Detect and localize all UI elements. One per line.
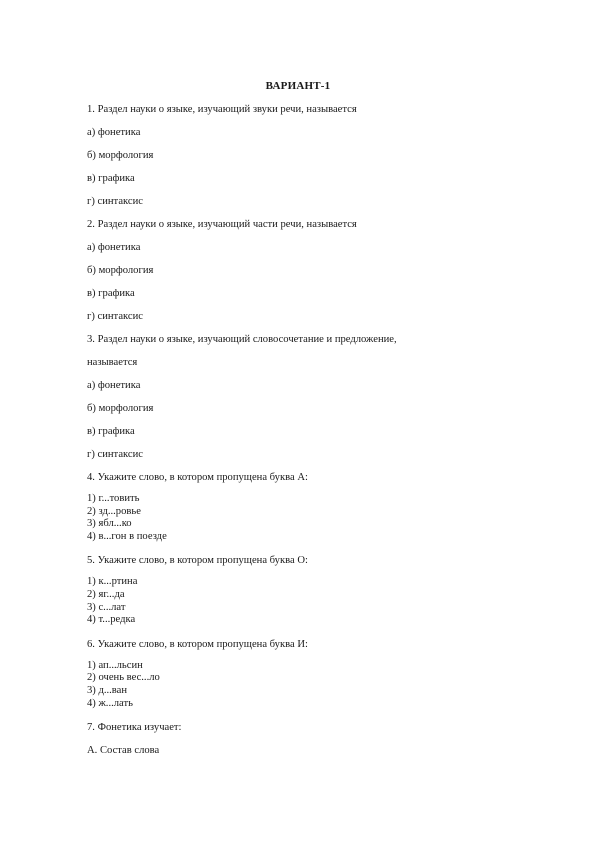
question-4-option-2: 2) зд...ровье xyxy=(87,505,141,517)
question-4-option-1: 1) г...товить xyxy=(87,493,140,504)
question-5-option-2: 2) яг...да xyxy=(87,588,125,600)
question-2-option-b: б) морфология xyxy=(87,265,154,276)
question-5-text: 5. Укажите слово, в котором пропущена буква О: xyxy=(87,555,308,567)
question-1-option-c: в) графика xyxy=(87,173,135,184)
question-7-text: 7. Фонетика изучает: xyxy=(87,722,182,734)
question-3-option-c: в) графика xyxy=(87,426,135,437)
question-2-option-d: г) синтаксис xyxy=(87,311,143,322)
question-2-option-a: а) фонетика xyxy=(87,242,141,253)
question-1-text: 1. Раздел науки о языке, изучающий звуки речи, называется xyxy=(87,104,357,115)
question-3-option-d: г) синтаксис xyxy=(87,449,143,460)
question-3-text-cont: называется xyxy=(87,357,138,368)
question-3-option-a: а) фонетика xyxy=(87,380,141,391)
question-1-option-a: а) фонетика xyxy=(87,127,141,138)
question-3-text: 3. Раздел науки о языке, изучающий словосочетание и предложение, xyxy=(87,334,397,345)
question-2-text: 2. Раздел науки о языке, изучающий части речи, называется xyxy=(87,219,357,230)
question-1-option-d: г) синтаксис xyxy=(87,196,143,207)
question-4-option-3: 3) ябл...ко xyxy=(87,518,132,530)
question-4-option-4: 4) в...гон в поезде xyxy=(87,530,167,542)
question-3-option-b: б) морфология xyxy=(87,403,154,414)
question-4-text: 4. Укажите слово, в котором пропущена буква А: xyxy=(87,472,308,483)
page-title: ВАРИАНТ-1 xyxy=(265,80,331,92)
question-2-option-c: в) графика xyxy=(87,288,135,299)
question-6-option-2: 2) очень вес...ло xyxy=(87,672,160,684)
question-5-option-4: 4) т...редка xyxy=(87,614,136,626)
question-5-option-3: 3) с...лат xyxy=(87,601,126,613)
question-6-option-3: 3) д...ван xyxy=(87,684,128,696)
question-7-option-a: А. Состав слова xyxy=(87,745,160,757)
question-6-option-4: 4) ж...лать xyxy=(87,697,133,709)
question-5-option-1: 1) к...ртина xyxy=(87,576,138,588)
question-1-option-b: б) морфология xyxy=(87,150,154,161)
question-list xyxy=(87,102,507,766)
question-6-option-1: 1) ап...льсин xyxy=(87,659,143,671)
question-6-text: 6. Укажите слово, в котором пропущена буква И: xyxy=(87,638,308,650)
